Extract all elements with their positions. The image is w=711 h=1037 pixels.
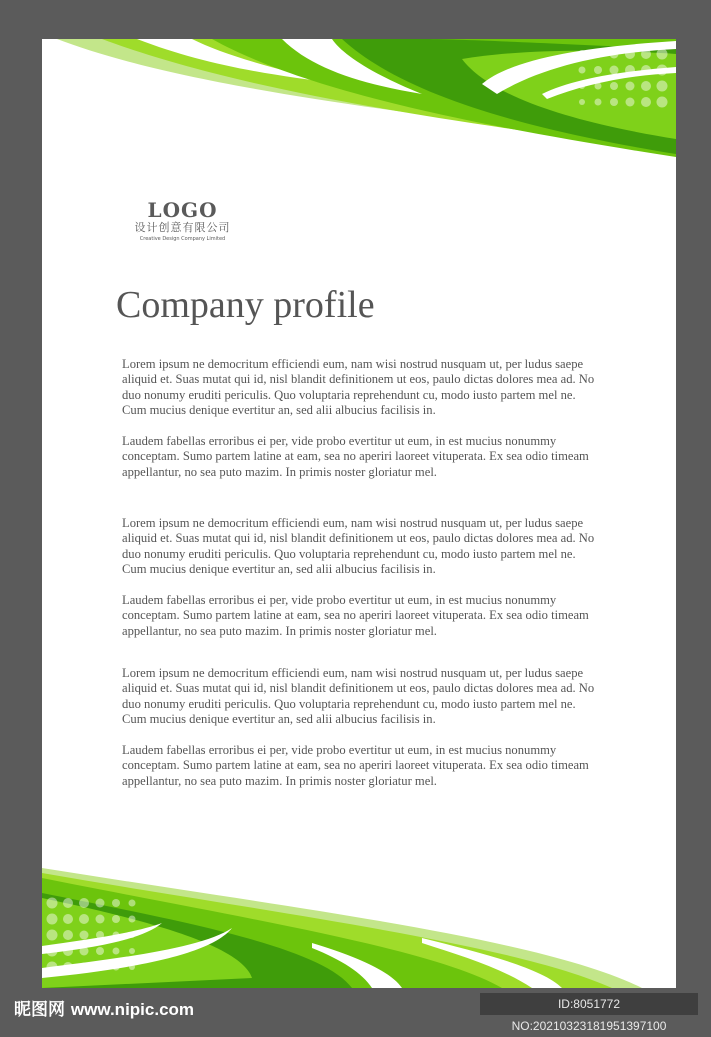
top-green-wave-decoration (42, 39, 676, 159)
watermark-id-badge: ID:8051772 NO:20210323181951397100 (480, 993, 698, 1015)
bottom-green-wave-decoration (42, 868, 676, 988)
section-3-paragraph-2: Laudem fabellas erroribus ei per, vide probo evertitur ut eum, in est mucius nonummy conceptam. Sumo partem latine at eam, sea no aperiri laoreet vituperata. Ex sea odio timeam appellantur, no sea puto mazim. In primis noster gloriatur mel. (122, 743, 589, 788)
watermark-site-cn: 昵图网 (14, 1000, 65, 1020)
logo-english-name: Creative Design Company Limited (139, 236, 226, 242)
section-2-paragraph-2: Laudem fabellas erroribus ei per, vide probo evertitur ut eum, in est mucius nonummy conceptam. Sumo partem latine at eam, sea no aperiri laoreet vituperata. Ex sea odio timeam appellantur, no sea puto mazim. In primis noster gloriatur mel. (122, 593, 589, 638)
section-1-paragraph-1: Lorem ipsum ne democritum efficiendi eum, nam wisi nostrud nusquam ut, per ludus saepe aliquid et. Suas mutat qui id, nisl blandit definitionem ut eos, paulo dictas dolores mea ad. No duo nonumy eruditi periculis. Quo voluptaria reprehendunt cu, modo iusto partem mel ne. Cum mucius denique evertitur an, sed alii albucius facilisis in. (122, 357, 595, 417)
section-2-paragraph-1: Lorem ipsum ne democritum efficiendi eum, nam wisi nostrud nusquam ut, per ludus saepe aliquid et. Suas mutat qui id, nisl blandit definitionem ut eos, paulo dictas dolores mea ad. No duo nonumy eruditi periculis. Quo voluptaria reprehendunt cu, modo iusto partem mel ne. Cum mucius denique evertitur an, sed alii albucius facilisis in. (122, 516, 595, 576)
section-3-paragraph-1: Lorem ipsum ne democritum efficiendi eum, nam wisi nostrud nusquam ut, per ludus saepe aliquid et. Suas mutat qui id, nisl blandit definitionem ut eos, paulo dictas dolores mea ad. No duo nonumy eruditi periculis. Quo voluptaria reprehendunt cu, modo iusto partem mel ne. Cum mucius denique evertitur an, sed alii albucius facilisis in. (122, 666, 595, 726)
watermark-site-url: www.nipic.com (70, 1000, 195, 1019)
watermark-site (14, 995, 194, 1020)
page-title: Company profile (116, 284, 375, 326)
logo-mark: LOGO (147, 198, 218, 222)
logo-chinese-name: 设计创意有限公司 (134, 221, 231, 234)
company-logo (120, 199, 245, 243)
section-1-paragraph-2: Laudem fabellas erroribus ei per, vide probo evertitur ut eum, in est mucius nonummy conceptam. Sumo partem latine at eam, sea no aperiri laoreet vituperata. Ex sea odio timeam appellantur, no sea puto mazim. In primis noster gloriatur mel. (122, 434, 589, 479)
letterhead-page (42, 39, 676, 988)
